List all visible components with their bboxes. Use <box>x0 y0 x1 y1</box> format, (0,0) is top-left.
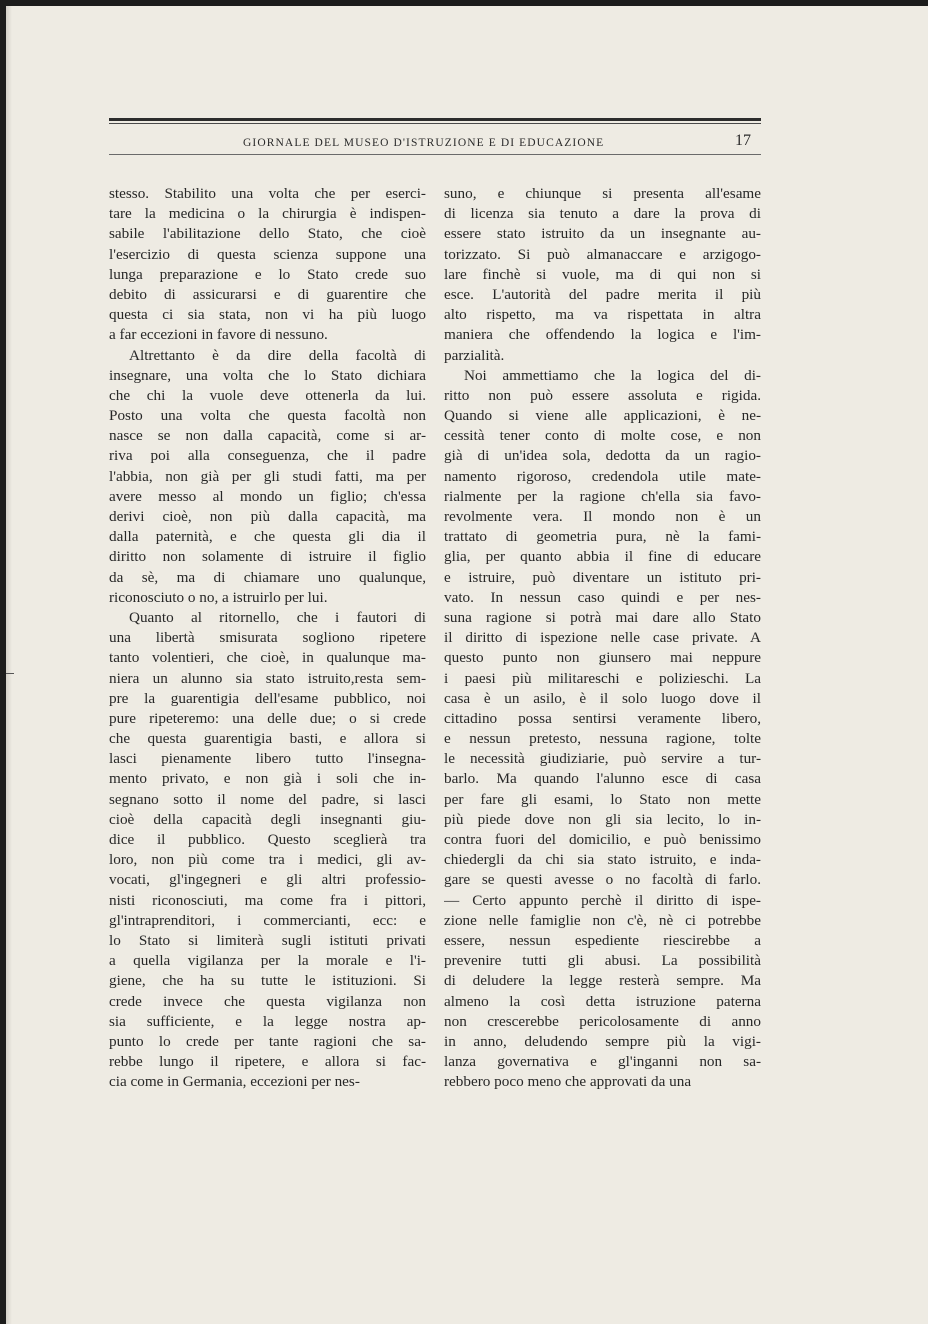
text-line: sabile l'abilitazione dello Stato, che cioè <box>109 225 426 243</box>
text-line: già di un'idea sola, dedotta da un ragio- <box>444 447 761 465</box>
page-number: 17 <box>735 132 751 149</box>
text-line: cioè della capacità degli insegnanti giu- <box>109 810 426 828</box>
text-line: in anno, deludendo sempre più la vigi- <box>444 1032 761 1050</box>
text-line: Altrettanto è da dire della facoltà di <box>129 346 426 364</box>
text-line: prevenire tutti gli abusi. La possibilità <box>444 952 761 970</box>
right-text-column <box>444 184 761 1092</box>
running-title: GIORNALE DEL MUSEO D'ISTRUZIONE E DI EDUCAZIONE <box>243 137 605 149</box>
text-line: barlo. Ma quando l'alunno esce di casa <box>444 770 761 788</box>
text-line: segnano sotto il nome del padre, si lasci <box>109 790 426 808</box>
text-line: rialmente per la ragione ch'ella sia favo- <box>444 487 761 505</box>
text-line: stesso. Stabilito una volta che per eserci- <box>109 185 426 202</box>
text-line: suno, e chiunque si presenta all'esame <box>444 185 761 202</box>
text-line: derivi cioè, non più dalla capacità, ma <box>109 508 426 525</box>
text-line: parzialità. <box>444 346 505 364</box>
text-line: giene, che ha su tutte le istituzioni. Si <box>109 972 426 990</box>
text-line: per fare gli esami, lo Stato non mette <box>444 790 761 808</box>
text-line: contra fuori del domicilio, e può benissimo <box>444 831 761 848</box>
text-line: cessità tener conto di molte cose, e non <box>444 427 761 445</box>
text-line: non crescerebbe pericolosamente di anno <box>444 1012 761 1030</box>
text-line: diritto non solamente di istruire il figlio <box>109 548 426 566</box>
text-line: rebbero poco meno che approvati da una <box>444 1073 692 1091</box>
text-line: da sè, ma di chiamare uno qualunque, <box>109 568 426 586</box>
text-line: sia sufficiente, e la legge nostra ap- <box>109 1012 426 1030</box>
running-head <box>109 132 761 154</box>
text-line: glia, per quanto abbia il fine di educare <box>444 548 761 566</box>
text-line: gare se questi avesse o no facoltà di farlo. <box>444 871 761 889</box>
text-line: essere stato istruito da un insegnante au- <box>444 225 761 243</box>
text-line: alto rispetto, ma va rispettata in altra <box>444 306 761 324</box>
text-line: trattato di geometria pura, nè la fami- <box>444 528 761 546</box>
text-line: cia come in Germania, eccezioni per nes- <box>109 1073 360 1091</box>
text-line: gl'intraprenditori, i commercianti, ecc: e <box>109 911 426 929</box>
text-line: l'abbia, non già per gli studi fatti, ma per <box>109 467 426 485</box>
margin-mark <box>6 673 14 674</box>
text-line: avere messo al mondo un figlio; ch'essa <box>109 487 426 505</box>
text-line: che questa guarentigia basti, e allora si <box>109 730 426 748</box>
text-line: casa è un asilo, è il solo luogo dove il <box>444 689 761 707</box>
text-line: Posto una volta che questa facoltà non <box>109 407 426 425</box>
text-line: nisti riconosciuti, ma come fra i pittori, <box>109 891 426 909</box>
text-line: vato. In nessun caso quindi e per nes- <box>444 588 761 606</box>
text-line: namento rigoroso, credendola utile mate- <box>444 467 761 485</box>
text-line: questo punto non giunsero mai neppure <box>444 649 761 667</box>
text-line: tare la medicina o la chirurgia è indispen- <box>109 205 426 223</box>
text-line: loro, non più come tra i medici, gli av- <box>109 851 426 869</box>
text-line: riconosciuto o no, a istruirlo per lui. <box>109 588 328 606</box>
text-line: dice il pubblico. Questo sceglierà tra <box>109 831 426 848</box>
text-line: revolmente vera. Il mondo non è un <box>444 508 761 525</box>
text-line: debito di assicurarsi e di guarentire che <box>109 285 426 303</box>
text-line: mento privato, e non già i soli che in- <box>109 770 426 788</box>
text-line: essere, nessun espediente riescirebbe a <box>444 931 761 949</box>
text-line: vocati, gl'ingegneri e gli altri professio- <box>109 871 426 889</box>
text-line: dalla paternità, e che questa gli dia il <box>109 528 426 546</box>
text-line: zione nelle famiglie non c'è, nè ci potrebbe <box>444 911 761 929</box>
text-line: questa ci sia stata, non vi ha più luogo <box>109 306 426 324</box>
text-line: cittadino possa sentirsi veramente libero, <box>444 709 761 727</box>
text-line: lasci pienamente libero tutto l'insegna- <box>109 750 426 768</box>
text-line: suna ragione si potrà mai dare allo Stato <box>444 608 761 626</box>
text-line: che chi la vuole deve ottenerla da lui. <box>109 386 426 404</box>
text-line: i paesi più militareschi e polizieschi. La <box>444 669 761 687</box>
text-line: una libertà smisurata sogliono ripetere <box>109 629 426 647</box>
text-line: di deludere la legge resterà sempre. Ma <box>444 972 761 990</box>
text-line: a quella vigilanza per la morale e l'i- <box>109 952 426 970</box>
text-line: esce. L'autorità del padre merita il più <box>444 285 761 303</box>
text-line: più piede dove non gli sia lecito, lo in- <box>444 810 761 828</box>
text-line: pre la guarentigia dell'esame pubblico, noi <box>109 689 426 707</box>
text-line: Quando si viene alle applicazioni, è ne- <box>444 407 761 425</box>
header-underline <box>109 154 761 155</box>
text-line: lunga preparazione e lo Stato crede suo <box>109 265 426 283</box>
text-line: e istruire, può diventare un istituto pri- <box>444 568 761 586</box>
text-line: rebbe lungo il ripetere, e allora si fac- <box>109 1053 426 1071</box>
header-rule-thick <box>109 118 761 121</box>
text-line: chiedergli da chi sia stato istruito, e inda- <box>444 851 761 869</box>
text-line: ritto non può essere assoluta e rigida. <box>444 386 761 404</box>
text-line: lare finchè si vuole, ma di qui non si <box>444 265 761 283</box>
text-line: il diritto di ispezione nelle case private. A <box>444 629 761 647</box>
text-line: lo Stato si limiterà sugli istituti privati <box>109 931 426 949</box>
text-line: almeno la così detta istruzione paterna <box>444 992 761 1010</box>
header-rule-thin <box>109 123 761 124</box>
text-line: l'esercizio di questa scienza suppone una <box>109 245 426 263</box>
text-line: Quanto al ritornello, che i fautori di <box>129 608 426 626</box>
binding-edge <box>6 6 12 1324</box>
text-line: le necessità giudiziarie, può servire a tur- <box>444 750 761 768</box>
text-line: niera un alunno sia stato istruito,resta sem- <box>109 669 426 687</box>
text-line: nasce se non dalla capacità, come si ar- <box>109 427 426 445</box>
text-line: a far eccezioni in favore di nessuno. <box>109 326 328 344</box>
text-line: torizzato. Si può almanaccare e arzigogo- <box>444 245 761 263</box>
text-line: pure ripeteremo: una delle due; o si crede <box>109 709 426 727</box>
text-line: punto lo crede per tante ragioni che sa- <box>109 1032 426 1050</box>
text-line: e nessun pretesto, nessuna ragione, tolte <box>444 730 761 748</box>
left-text-column <box>109 184 426 1092</box>
text-line: Noi ammettiamo che la logica del di- <box>464 366 761 384</box>
text-line: crede invece che questa vigilanza non <box>109 992 426 1010</box>
text-line: maniera che offendendo la logica e l'im- <box>444 326 761 344</box>
text-line: tanto volentieri, che cioè, in qualunque ma- <box>109 649 426 667</box>
text-line: lanza governativa e gl'inganni non sa- <box>444 1053 761 1071</box>
text-line: di licenza sia tenuto a dare la prova di <box>444 205 761 223</box>
text-line: riva poi alla conseguenza, che il padre <box>109 447 426 465</box>
text-line: — Certo appunto perchè il diritto di ispe- <box>444 891 761 909</box>
text-line: insegnare, una volta che lo Stato dichiara <box>109 366 426 384</box>
